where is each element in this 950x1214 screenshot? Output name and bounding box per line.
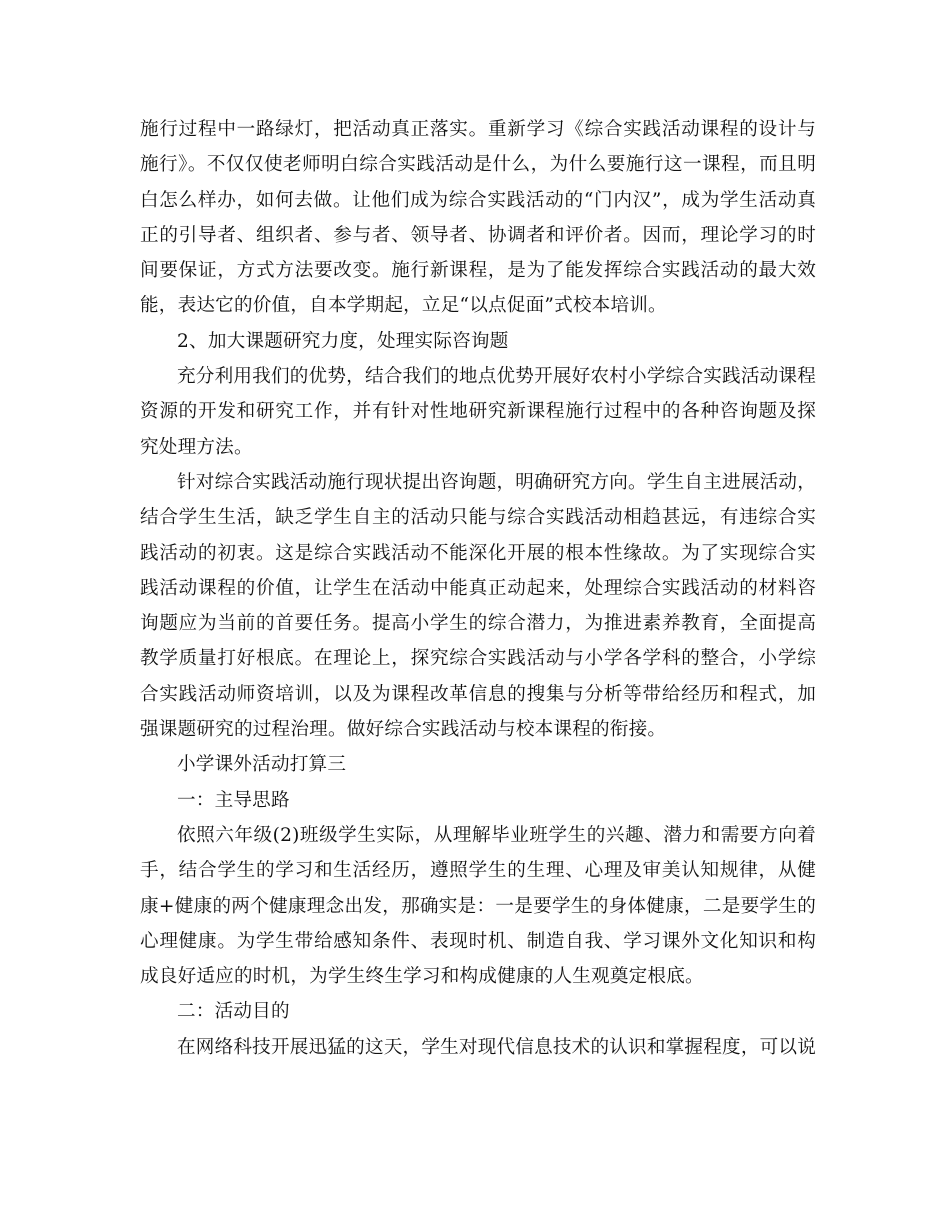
section-heading-main-idea: 一：主导思路 — [177, 789, 290, 811]
section-heading-research: 2、加大课题研究力度，处理实际咨询题 — [177, 330, 509, 352]
paragraph-current-status: 针对综合实践活动施行现状提出咨询题，明确研究方向。学生自主进展活动，结合学生生活，缺乏学生自主的活动只能与综合实践活动相趋甚远，有违综合实践活动的初衷。这是综合实践活动不能深化开展的根本性缘故。为了实现综合实践活动课程的价值，让学生在活动中能真正动起来，处理综合实践活动的材料咨询题应为当前的首要任务。提高小学生的综合潜力，为推进素养教育，全面提高教学质量打好根底。在理论上，探究综合实践活动与小学各学科的整合，小学综合实践活动师资培训，以及为课程改革信息的搜集与分析等带给经历和程式，加强课题研究的过程治理。做好综合实践活动与校本课程的衔接。 — [140, 471, 816, 741]
paragraph-purpose: 在网络科技开展迅猛的这天，学生对现代信息技术的认识和掌握程度，可以说 — [177, 1036, 816, 1058]
paragraph-main-idea: 依照六年级(2)班级学生实际，从理解毕业班学生的兴趣、潜力和需要方向着手，结合学生的学习和生活经历，遵照学生的生理、心理及审美认知规律，从健康+健康的两个健康理念出发，那确实是：一是要学生的身体健康，二是要学生的心理健康。为学生带给感知条件、表现时机、制造自我、学习课外文化知识和构成良好适应的时机，为学生终生学习和构成健康的人生观奠定根底。 — [140, 824, 816, 988]
plan-title: 小学课外活动打算三 — [177, 754, 347, 776]
section-heading-purpose: 二：活动目的 — [177, 1001, 290, 1023]
paragraph-continuation: 施行过程中一路绿灯，把活动真正落实。重新学习《综合实践活动课程的设计与施行》。不仅仅使老师明白综合实践活动是什么，为什么要施行这一课程，而且明白怎么样办，如何去做。让他们成为综合实践活动的“门内汉”，成为学生活动真正的引导者、组织者、参与者、领导者、协调者和评价者。因而，理论学习的时间要保证，方式方法要改变。施行新课程，是为了能发挥综合实践活动的最大效能，表达它的价值，自本学期起，立足“以点促面”式校本培训。 — [140, 119, 816, 317]
paragraph-advantages: 充分利用我们的优势，结合我们的地点优势开展好农村小学综合实践活动课程资源的开发和研究工作，并有针对性地研究新课程施行过程中的各种咨询题及探究处理方法。 — [140, 366, 816, 458]
document-body — [140, 112, 816, 1065]
